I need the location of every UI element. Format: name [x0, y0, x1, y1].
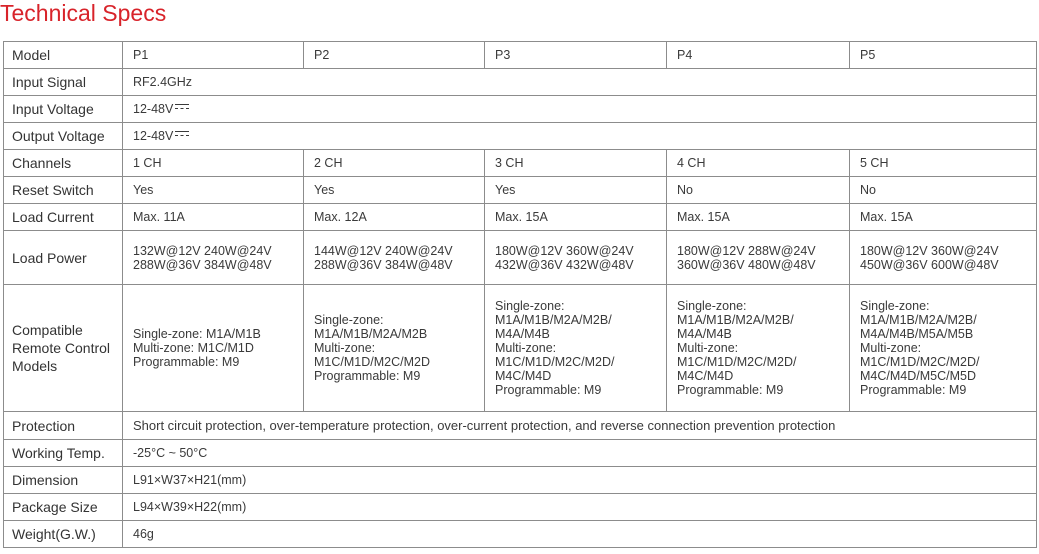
row-model: [4, 42, 1037, 69]
row-weight: [4, 521, 1037, 548]
model-p4: P4: [667, 42, 850, 69]
row-package-size: [4, 494, 1037, 521]
dimension-value: L91×W37×H21(mm): [123, 467, 1037, 494]
label-compatible-remotes: Compatible Remote Control Models: [4, 285, 123, 412]
row-load-power: [4, 231, 1037, 285]
reset-switch-p3: Yes: [485, 177, 667, 204]
label-protection: Protection: [4, 412, 123, 440]
row-output-voltage: [4, 123, 1037, 150]
reset-switch-p5: No: [850, 177, 1037, 204]
model-p5: P5: [850, 42, 1037, 69]
weight-value: 46g: [123, 521, 1037, 548]
load-current-p2: Max. 12A: [304, 204, 485, 231]
input-voltage-cell: [123, 96, 1037, 123]
compatible-p1: Single-zone: M1A/M1B Multi-zone: M1C/M1D Programmable: M9: [123, 285, 304, 412]
row-input-voltage: [4, 96, 1037, 123]
output-voltage-cell: [123, 123, 1037, 150]
label-package-size: Package Size: [4, 494, 123, 521]
reset-switch-p1: Yes: [123, 177, 304, 204]
channels-p5: 5 CH: [850, 150, 1037, 177]
model-p1: P1: [123, 42, 304, 69]
compatible-p2: Single-zone: M1A/M1B/M2A/M2B Multi-zone: M1C/M1D/M2C/M2D Programmable: M9: [304, 285, 485, 412]
load-power-p3: 180W@12V 360W@24V 432W@36V 432W@48V: [485, 231, 667, 285]
compatible-p4: Single-zone: M1A/M1B/M2A/M2B/ M4A/M4B Multi-zone: M1C/M1D/M2C/M2D/ M4C/M4D Programmable: M9: [667, 285, 850, 412]
label-load-current: Load Current: [4, 204, 123, 231]
input-voltage-value: 12-48V: [133, 102, 174, 116]
channels-p2: 2 CH: [304, 150, 485, 177]
label-input-voltage: Input Voltage: [4, 96, 123, 123]
row-reset-switch: [4, 177, 1037, 204]
dc-symbol-icon: [175, 131, 189, 139]
row-dimension: [4, 467, 1037, 494]
reset-switch-p4: No: [667, 177, 850, 204]
load-current-p3: Max. 15A: [485, 204, 667, 231]
label-load-power: Load Power: [4, 231, 123, 285]
row-input-signal: [4, 69, 1037, 96]
row-working-temp: [4, 440, 1037, 467]
input-signal-value: RF2.4GHz: [123, 69, 1037, 96]
load-current-p4: Max. 15A: [667, 204, 850, 231]
model-p3: P3: [485, 42, 667, 69]
load-power-p1: 132W@12V 240W@24V 288W@36V 384W@48V: [123, 231, 304, 285]
compatible-p5: Single-zone: M1A/M1B/M2A/M2B/ M4A/M4B/M5A/M5B Multi-zone: M1C/M1D/M2C/M2D/ M4C/M4D/M5C/M5D Programmable: M9: [850, 285, 1037, 412]
row-channels: [4, 150, 1037, 177]
protection-value: Short circuit protection, over-temperature protection, over-current protection, and reverse connection prevention protection: [123, 412, 1037, 440]
label-weight: Weight(G.W.): [4, 521, 123, 548]
page-title: Technical Specs: [0, 0, 167, 26]
label-input-signal: Input Signal: [4, 69, 123, 96]
working-temp-value: -25°C ~ 50°C: [123, 440, 1037, 467]
label-dimension: Dimension: [4, 467, 123, 494]
load-current-p1: Max. 11A: [123, 204, 304, 231]
row-protection: [4, 412, 1037, 440]
row-load-current: [4, 204, 1037, 231]
label-working-temp: Working Temp.: [4, 440, 123, 467]
label-model: Model: [4, 42, 123, 69]
dc-symbol-icon: [175, 104, 189, 112]
specs-table: [3, 41, 1037, 548]
reset-switch-p2: Yes: [304, 177, 485, 204]
label-output-voltage: Output Voltage: [4, 123, 123, 150]
output-voltage-value: 12-48V: [133, 129, 174, 143]
channels-p3: 3 CH: [485, 150, 667, 177]
compatible-p3: Single-zone: M1A/M1B/M2A/M2B/ M4A/M4B Multi-zone: M1C/M1D/M2C/M2D/ M4C/M4D Programmable: M9: [485, 285, 667, 412]
row-compatible-remotes: [4, 285, 1037, 412]
load-power-p2: 144W@12V 240W@24V 288W@36V 384W@48V: [304, 231, 485, 285]
label-reset-switch: Reset Switch: [4, 177, 123, 204]
model-p2: P2: [304, 42, 485, 69]
channels-p4: 4 CH: [667, 150, 850, 177]
load-current-p5: Max. 15A: [850, 204, 1037, 231]
channels-p1: 1 CH: [123, 150, 304, 177]
load-power-p5: 180W@12V 360W@24V 450W@36V 600W@48V: [850, 231, 1037, 285]
package-size-value: L94×W39×H22(mm): [123, 494, 1037, 521]
load-power-p4: 180W@12V 288W@24V 360W@36V 480W@48V: [667, 231, 850, 285]
label-channels: Channels: [4, 150, 123, 177]
